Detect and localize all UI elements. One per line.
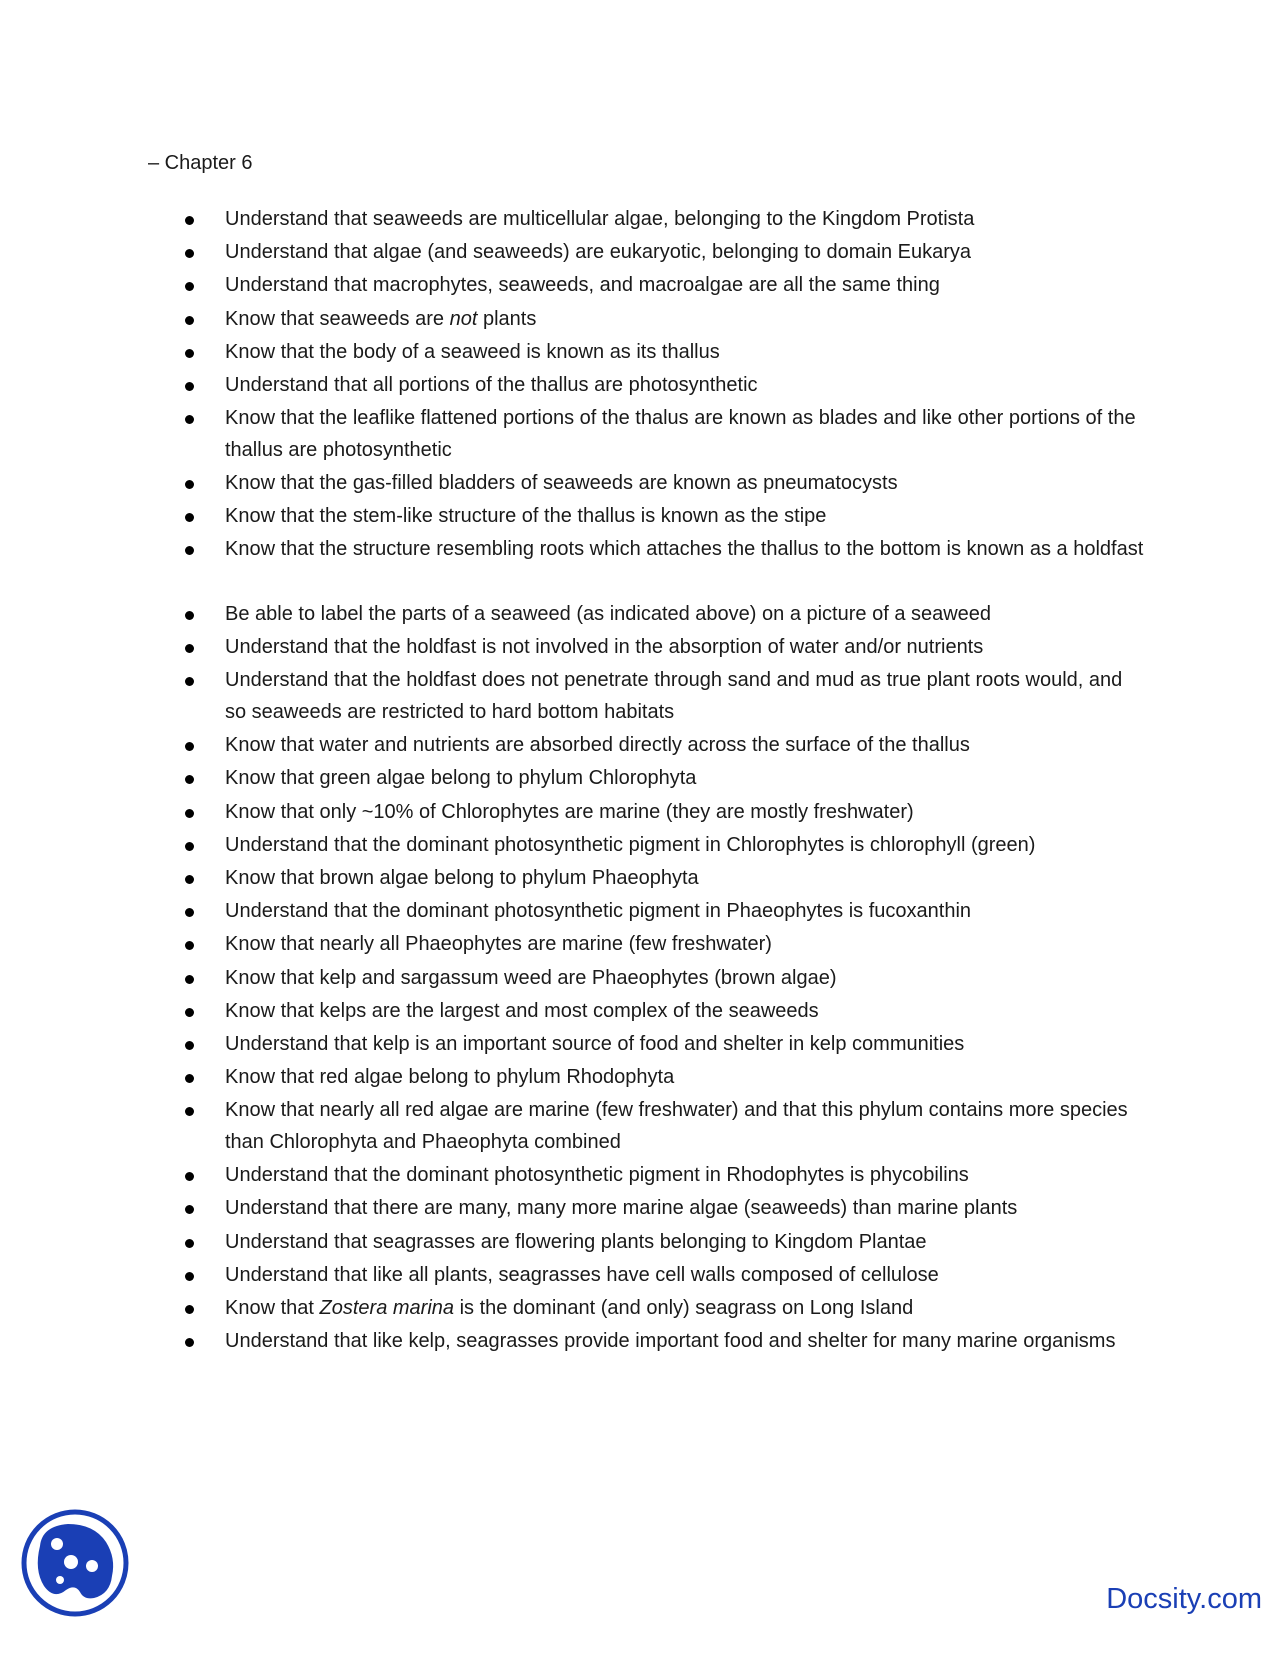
bullet-icon: [185, 1107, 194, 1116]
list-item: [185, 270, 1145, 303]
bullet-icon: [185, 1008, 194, 1017]
bullet-icon: [185, 480, 194, 489]
item-text: Understand that like all plants, seagrasses have cell walls composed of cellulose: [225, 1263, 939, 1286]
bullet-icon: [185, 677, 194, 686]
list-item: [185, 797, 1145, 830]
item-text: Understand that the holdfast is not involved in the absorption of water and/or nutrients: [225, 636, 984, 659]
list-item: [185, 730, 1145, 763]
item-text: Understand that the dominant photosynthetic pigment in Rhodophytes is phycobilins: [225, 1164, 969, 1187]
item-text: Know that red algae belong to phylum Rhodophyta: [225, 1066, 675, 1089]
bullet-icon: [185, 349, 194, 358]
item-text: Understand that the dominant photosynthetic pigment in Phaeophytes is fucoxanthin: [225, 900, 972, 923]
list-item: [185, 763, 1145, 796]
item-text: Understand that macrophytes, seaweeds, and macroalgae are all the same thing: [225, 274, 940, 297]
docsity-logo-icon[interactable]: [20, 1508, 130, 1618]
list-item: [185, 1260, 1145, 1293]
item-text: Know that Zostera marina is the dominant (and only) seagrass on Long Island: [225, 1296, 914, 1319]
item-text: Know that seaweeds are not plants: [225, 307, 537, 330]
item-text: Know that water and nutrients are absorbed directly across the surface of the thallus: [225, 734, 970, 757]
bullet-icon: [185, 875, 194, 884]
item-text: Know that only ~10% of Chlorophytes are marine (they are mostly freshwater): [225, 800, 914, 823]
item-text: Know that the stem-like structure of the thallus is known as the stipe: [225, 505, 827, 528]
list-item: [185, 237, 1145, 270]
list-item: [185, 665, 1145, 730]
item-text: Understand that algae (and seaweeds) are eukaryotic, belonging to domain Eukarya: [225, 241, 972, 264]
item-text: Know that nearly all Phaeophytes are marine (few freshwater): [225, 933, 772, 956]
objectives-list: [185, 204, 1145, 1391]
item-text: Know that brown algae belong to phylum Phaeophyta: [225, 867, 699, 890]
bullet-icon: [185, 975, 194, 984]
list-item: [185, 1095, 1145, 1160]
list-item: [185, 830, 1145, 863]
list-item: [185, 337, 1145, 370]
bullet-icon: [185, 249, 194, 258]
item-text: Understand that all portions of the thallus are photosynthetic: [225, 373, 758, 396]
bullet-icon: [185, 546, 194, 555]
bullet-icon: [185, 382, 194, 391]
logo-graphic: [20, 1508, 130, 1618]
list-item: [185, 1062, 1145, 1095]
item-text: Know that the body of a seaweed is known as its thallus: [225, 340, 720, 363]
item-text: Know that the structure resembling roots which attaches the thallus to the bottom is known as a holdfast: [225, 538, 1144, 561]
list-item: [185, 863, 1145, 896]
list-item: [185, 1160, 1145, 1193]
bullet-icon: [185, 941, 194, 950]
item-text: Know that green algae belong to phylum Chlorophyta: [225, 767, 697, 790]
list-item: [185, 1193, 1145, 1226]
item-text: Know that the leaflike flattened portions of the thalus are known as blades and like other portions of the thallus are photosynthetic: [225, 407, 1136, 461]
item-text: Know that kelp and sargassum weed are Phaeophytes (brown algae): [225, 966, 837, 989]
bullet-icon: [185, 908, 194, 917]
bullet-icon: [185, 316, 194, 325]
item-text: Know that the gas-filled bladders of seaweeds are known as pneumatocysts: [225, 471, 898, 494]
bullet-icon: [185, 1205, 194, 1214]
bullet-icon: [185, 282, 194, 291]
list-item: [185, 304, 1145, 337]
bullet-icon: [185, 1305, 194, 1314]
list-item: [185, 403, 1145, 468]
item-text: Be able to label the parts of a seaweed (as indicated above) on a picture of a seaweed: [225, 603, 992, 626]
bullet-icon: [185, 216, 194, 225]
item-text: Understand that seagrasses are flowering plants belonging to Kingdom Plantae: [225, 1230, 927, 1253]
list-item: [185, 1293, 1145, 1326]
item-text: Know that nearly all red algae are marine (few freshwater) and that this phylum contains more species than Chlorophyta and Phaeophyta combined: [225, 1099, 1128, 1153]
bullet-icon: [185, 415, 194, 424]
bullet-icon: [185, 809, 194, 818]
list-item: [185, 370, 1145, 403]
list-item: [185, 1227, 1145, 1260]
bullet-icon: [185, 1338, 194, 1347]
item-text: Understand that the dominant photosynthetic pigment in Chlorophytes is chlorophyll (green): [225, 833, 1036, 856]
list-item: [185, 1029, 1145, 1062]
bullet-icon: [185, 775, 194, 784]
bullet-icon: [185, 644, 194, 653]
list-item: [185, 204, 1145, 237]
list-item: [185, 963, 1145, 996]
list-item: [185, 534, 1145, 599]
list-item: [185, 896, 1145, 929]
list-item: [185, 501, 1145, 534]
item-text: Know that kelps are the largest and most complex of the seaweeds: [225, 999, 819, 1022]
list-item: [185, 1326, 1145, 1391]
list-item: [185, 996, 1145, 1029]
item-text: Understand that the holdfast does not penetrate through sand and mud as true plant roots would, and so seaweeds are restricted to hard bottom habitats: [225, 669, 1123, 724]
bullet-icon: [185, 513, 194, 522]
bullet-icon: [185, 1041, 194, 1050]
bullet-icon: [185, 1239, 194, 1248]
list-item: [185, 599, 1145, 632]
bullet-icon: [185, 842, 194, 851]
item-text: Understand that seaweeds are multicellular algae, belonging to the Kingdom Protista: [225, 208, 975, 230]
list-item: [185, 929, 1145, 962]
bullet-icon: [185, 742, 194, 751]
item-text: Understand that kelp is an important source of food and shelter in kelp communities: [225, 1032, 965, 1055]
bullet-icon: [185, 1172, 194, 1181]
bullet-icon: [185, 1272, 194, 1281]
list-item: [185, 468, 1145, 501]
docsity-brand-link[interactable]: Docsity.com: [1106, 1583, 1262, 1615]
item-text: Understand that like kelp, seagrasses provide important food and shelter for many marine organisms: [225, 1330, 1116, 1353]
bullet-icon: [185, 1074, 194, 1083]
chapter-heading: – Chapter 6: [148, 152, 253, 174]
item-text: Understand that there are many, many more marine algae (seaweeds) than marine plants: [225, 1197, 1018, 1220]
list-item: [185, 632, 1145, 665]
bullet-icon: [185, 611, 194, 620]
